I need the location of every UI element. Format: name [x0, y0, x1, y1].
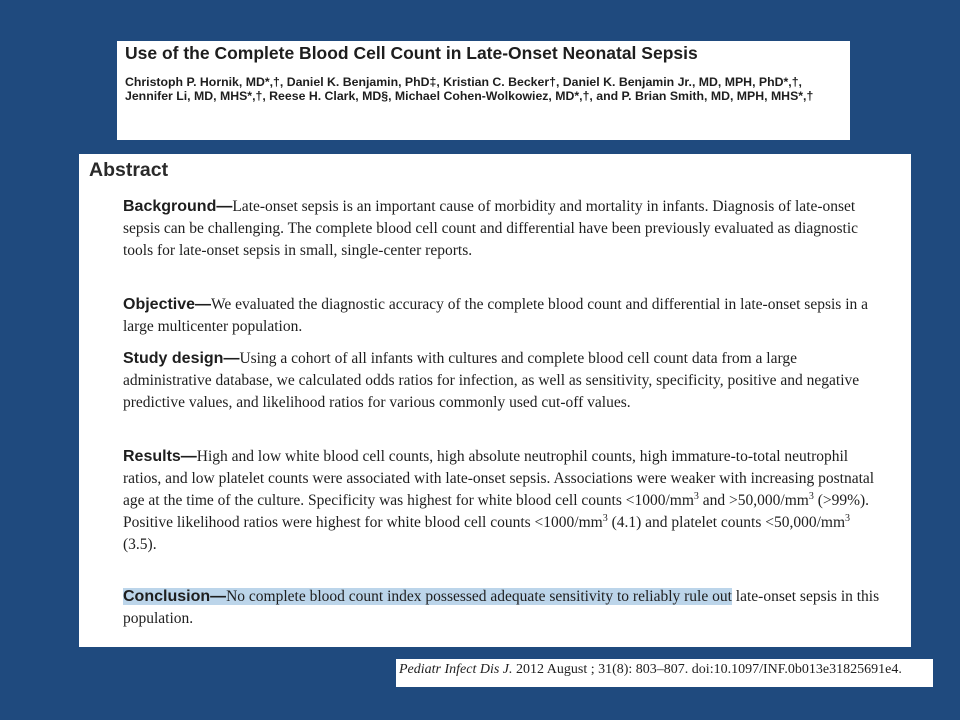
author-list: Christoph P. Hornik, MD*,†, Daniel K. Benjamin, PhD‡, Kristian C. Becker†, Daniel K. Benjamin Jr., MD, MPH, PhD*,†, Jennifer Li, MD, MHS*,†, Reese H. Clark, MD§, Michael Cohen-Wolkowiez, MD*,†, and P. Brian Smith, MD, MPH, MHS*,†	[125, 75, 814, 104]
citation-journal: Pediatr Infect Dis J.	[399, 662, 513, 677]
background-label: Background—	[123, 198, 233, 215]
conclusion-section	[123, 586, 883, 630]
objective-section	[123, 294, 883, 338]
superscript: 3	[693, 490, 699, 502]
citation	[396, 659, 933, 687]
results-label: Results—	[123, 448, 197, 465]
results-text: (4.1) and platelet counts <50,000/mm	[607, 514, 846, 531]
results-section	[123, 446, 883, 556]
results-text: High and low white blood cell counts, high absolute neutrophil counts, high immature-to-total neutrophil ratios, and low platelet counts were associated with late-onset sepsis. Associations were weaker with increasing postnatal age at the time of the culture. Specificity was highest for white blood cell counts <1000/mm	[123, 448, 875, 509]
highlighted-text[interactable]: No complete blood count index possessed adequate sensitivity to reliably rule out	[226, 588, 732, 605]
results-text: and >50,000/mm	[698, 492, 809, 509]
background-text: Late-onset sepsis is an important cause of morbidity and mortality in infants. Diagnosis of late-onset sepsis can be challenging. The complete blood cell count and differential have been previously evaluated as diagnostic tools for late-onset sepsis in small, single-center reports.	[123, 198, 859, 259]
citation-details: 2012 August ; 31(8): 803–807. doi:10.1097/INF.0b013e31825691e4.	[512, 662, 902, 677]
study-design-label: Study design—	[123, 350, 240, 367]
conclusion-text: late-onset sepsis in this population.	[123, 588, 880, 627]
superscript: 3	[845, 512, 851, 524]
paper-title: Use of the Complete Blood Cell Count in Late-Onset Neonatal Sepsis	[125, 43, 698, 63]
superscript: 3	[602, 512, 608, 524]
paper-header	[117, 41, 850, 140]
study-design-section	[123, 348, 883, 414]
results-text: (>99%). Positive likelihood ratios were highest for white blood cell counts <1000/mm	[123, 492, 870, 531]
superscript: 3	[808, 490, 814, 502]
abstract-panel	[79, 154, 911, 647]
objective-label: Objective—	[123, 296, 212, 313]
conclusion-label: Conclusion—	[123, 588, 227, 605]
abstract-heading: Abstract	[89, 159, 169, 181]
study-design-text: Using a cohort of all infants with cultures and complete blood cell count data from a large administrative database, we calculated odds ratios for infection, as well as sensitivity, specificity, positive and negative predictive values, and likelihood ratios for various commonly used cut-off values.	[123, 350, 860, 411]
results-text: (3.5).	[123, 536, 157, 553]
objective-text: We evaluated the diagnostic accuracy of the complete blood count and differential in late-onset sepsis in a large multicenter population.	[123, 296, 869, 335]
background-section	[123, 196, 883, 262]
